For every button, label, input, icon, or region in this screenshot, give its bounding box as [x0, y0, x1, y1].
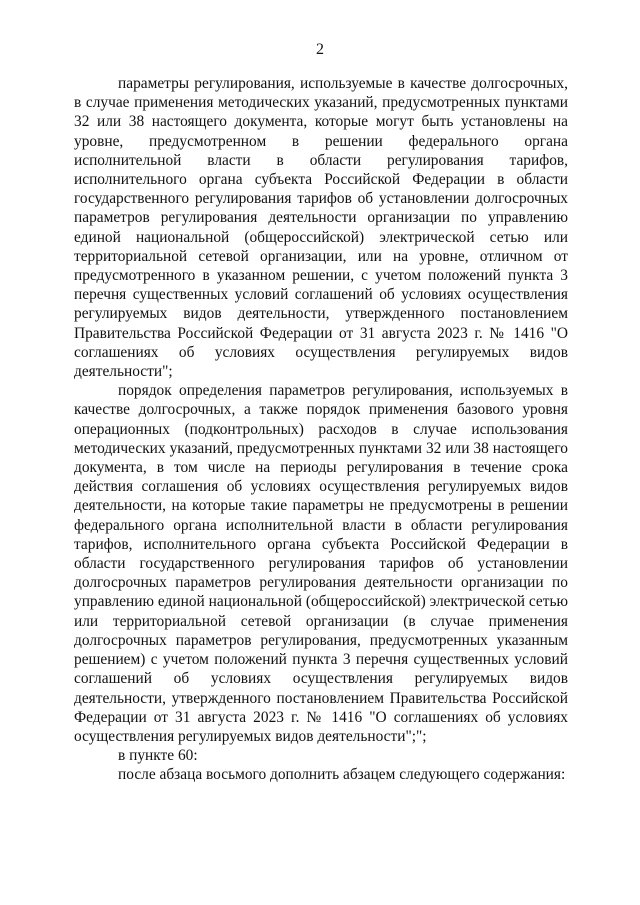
paragraph-point-60: в пункте 60:: [118, 747, 198, 765]
page-number: 2: [316, 41, 324, 58]
document-body: [74, 74, 568, 785]
paragraph-amendment-instruction: после абзаца восьмого дополнить абзацем следующего содержания:: [118, 766, 566, 784]
paragraph-determination-procedure: порядок определения параметров регулирования, используемых в качестве долгосрочных, а также порядок применения базового уровня операционных (подконтрольных) расходов в случае использования методических указаний, предусмотренных пунктами 32 или 38 настоящего документа, в том числе на периоды регулирования в течение срока действия соглашения об условиях осуществления регулируемых видов деятельности, на которые такие параметры не предусмотрены в решении федерального органа исполнительной власти в области регулирования тарифов, исполнительного органа субъекта Российской Федерации в области государственного регулирования тарифов об установлении долгосрочных параметров регулирования деятельности организации по управлению единой национальной (общероссийской) электрической сетью или территориальной сетевой организации (в случае применения долгосрочных параметров регулирования, предусмотренных указанным решением) с учетом положений пункта 3 перечня существенных условий соглашений об условиях осуществления регулируемых видов деятельности, утвержденного постановлением Правительства Российской Федерации от 31 августа 2023 г. № 1416 "О соглашениях об условиях осуществления регулируемых видов деятельности";";: [74, 382, 568, 745]
paragraph-long-term-parameters: параметры регулирования, используемые в качестве долгосрочных, в случае применения методических указаний, предусмотренных пунктами 32 или 38 настоящего документа, которые могут быть установлены на уровне, предусмотренном в решении федерального органа исполнительной власти в области регулирования тарифов, исполнительного органа субъекта Российской Федерации в области государственного регулирования тарифов об установлении долгосрочных параметров регулирования деятельности организации по управлению единой национальной (общероссийской) электрической сетью или территориальной сетевой организации, или на уровне, отличном от предусмотренного в указанном решении, с учетом положений пункта 3 перечня существенных условий соглашений об условиях осуществления регулируемых видов деятельности, утвержденного постановлением Правительства Российской Федерации от 31 августа 2023 г. № 1416 "О соглашениях об условиях осуществления регулируемых видов деятельности";: [74, 75, 568, 381]
